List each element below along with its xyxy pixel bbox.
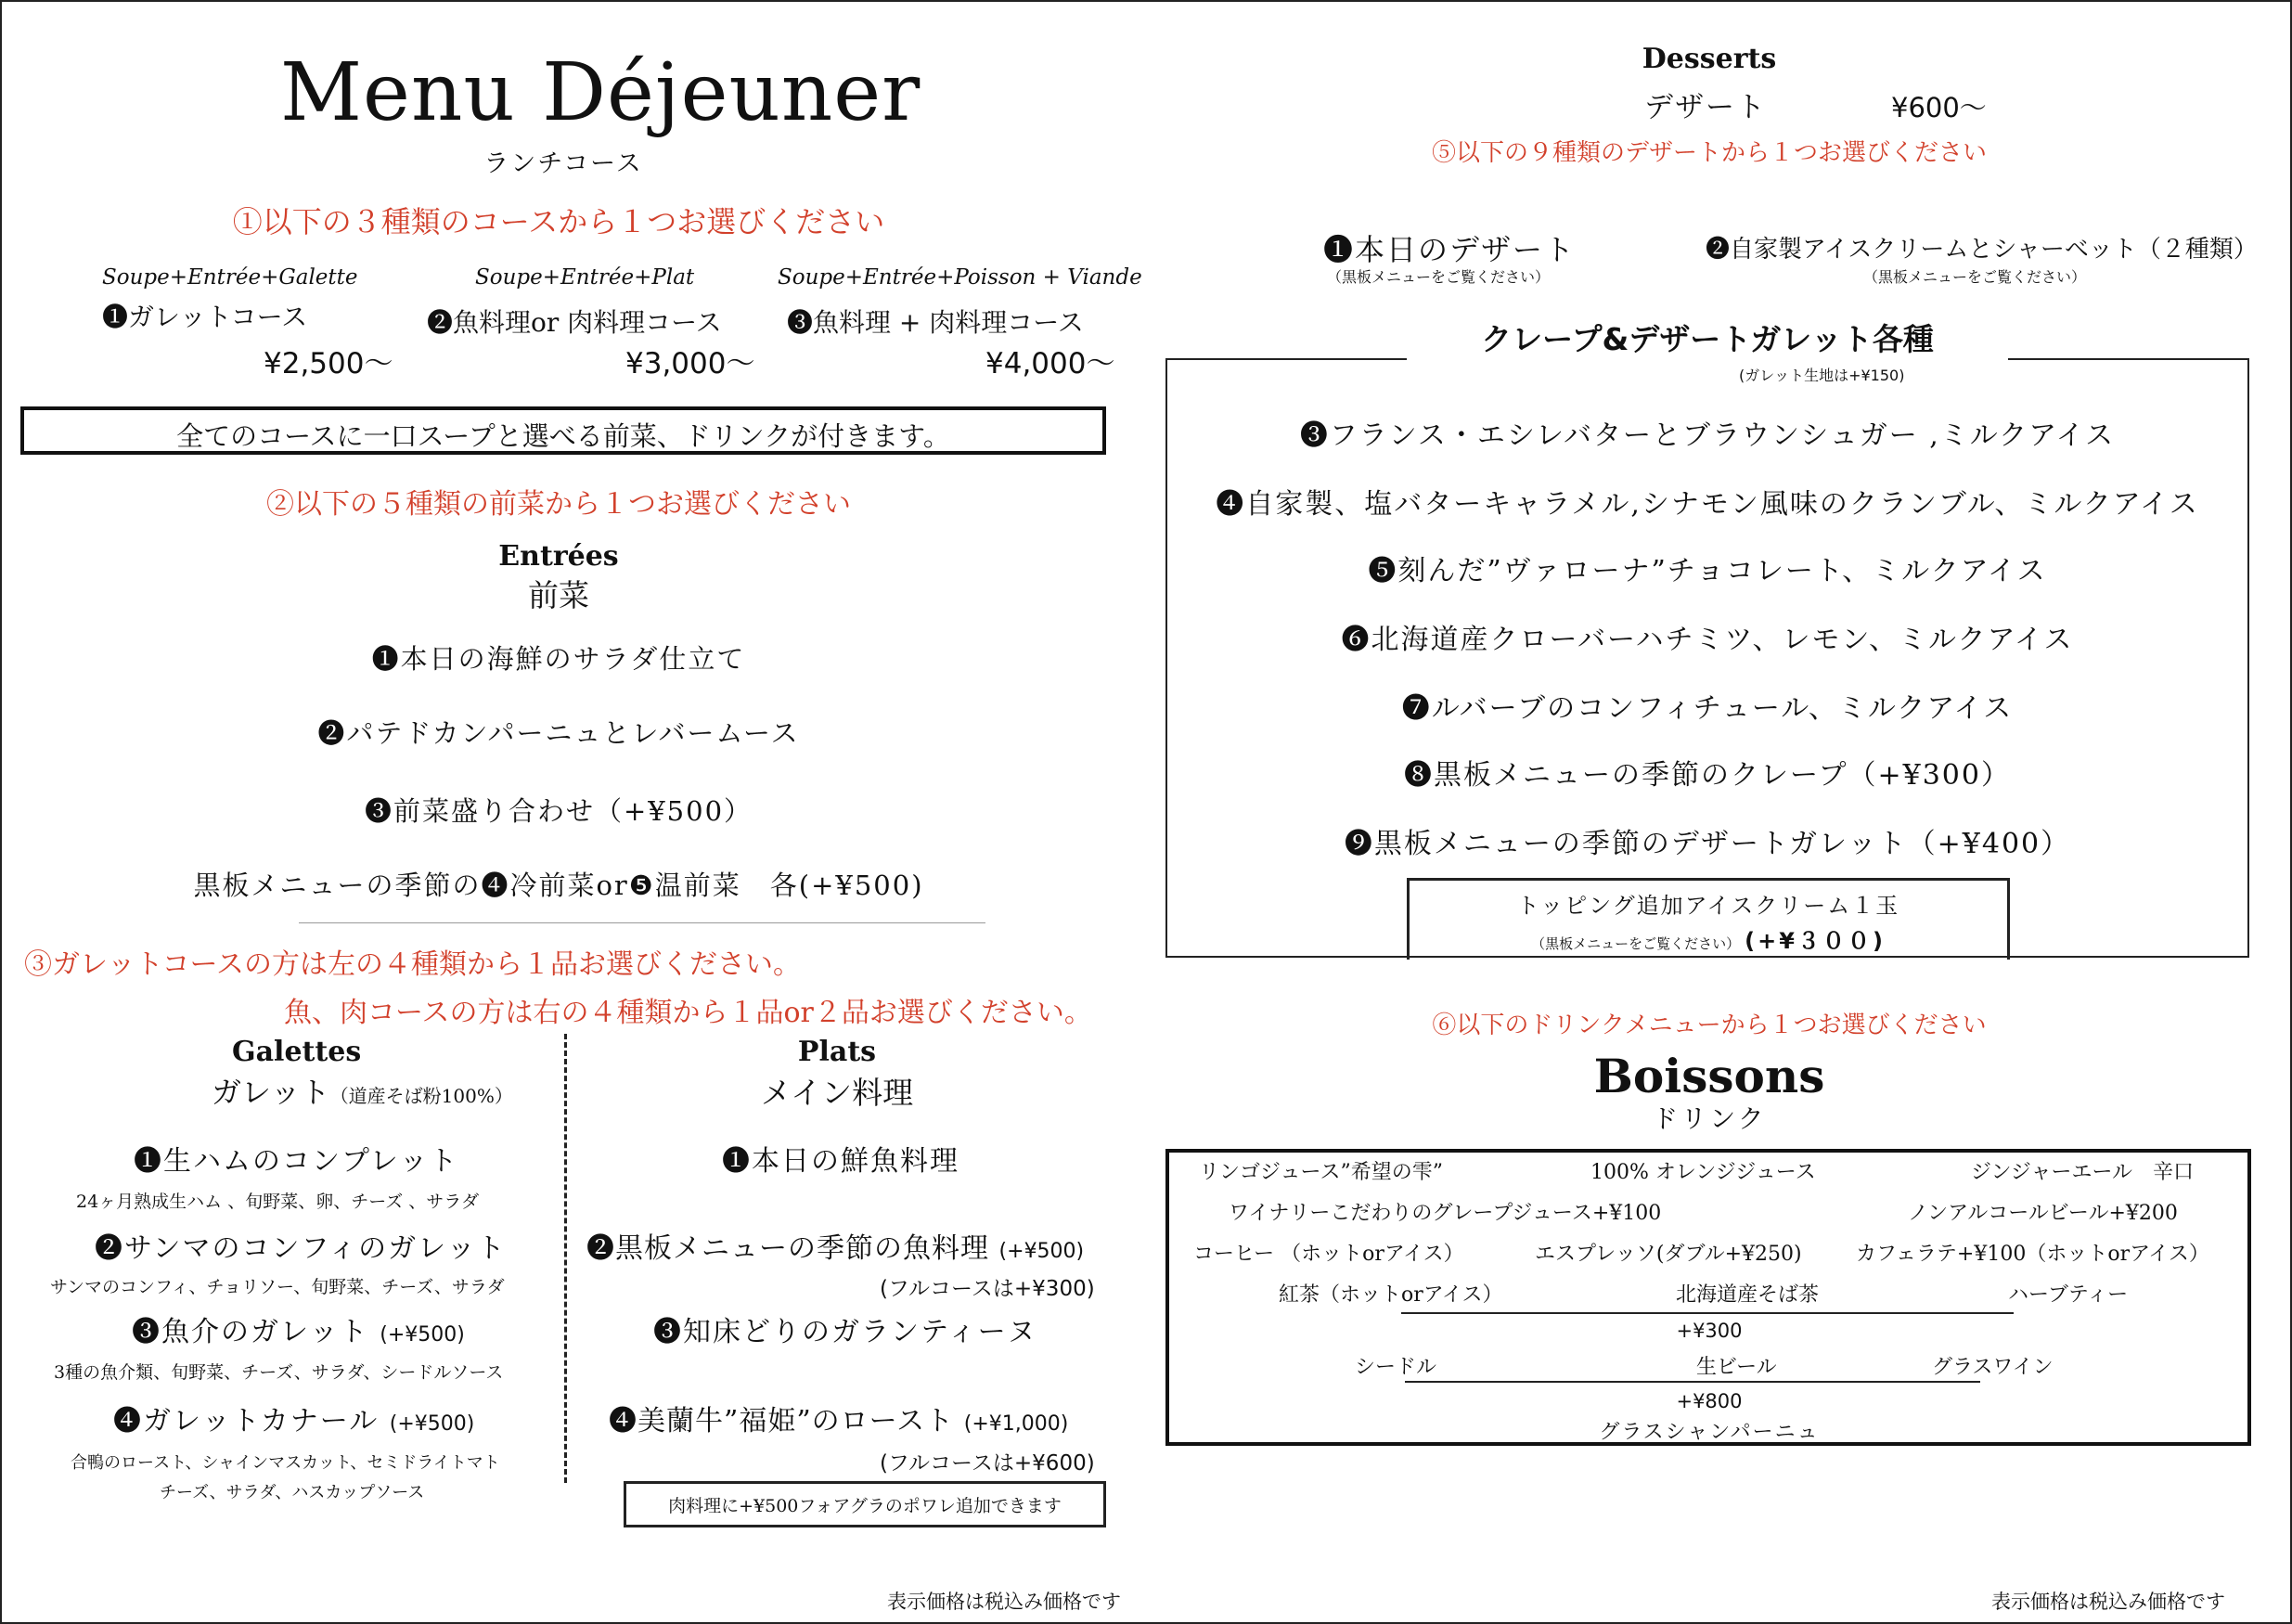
- crepe-item-8: ❽黒板メニューの季節のクレープ（+¥300）: [1404, 759, 2011, 792]
- galettes-title-ja: [212, 1069, 513, 1112]
- course1-name: ❶ガレットコース: [102, 302, 308, 332]
- desserts-title-en: Desserts: [1642, 43, 1777, 75]
- galette-desc-3: 3種の魚介類、旬野菜、チーズ、サラダ、シードルソース: [54, 1362, 504, 1383]
- plat-item-2-note: (フルコースは+¥300): [880, 1277, 1095, 1301]
- plat-item-1: ❶本日の鮮魚料理: [722, 1145, 959, 1178]
- drink-glass-champagne: グラスシャンパーニュ: [1599, 1421, 1820, 1444]
- course3-label: Soupe+Entrée+Poisson + Viande: [778, 265, 1142, 290]
- drinks-divider-1: [1401, 1312, 2014, 1314]
- drink-draft-beer: 生ビール: [1696, 1356, 1777, 1379]
- plats-title-ja: メイン料理: [760, 1075, 914, 1111]
- crepe-item-4: ❹自家製、塩バターキャラメル,シナモン風味のクランブル、ミルクアイス: [1216, 488, 2199, 521]
- galette-item-4-name: ❹ガレットカナール: [113, 1405, 380, 1437]
- crepe-note: (ガレット生地は+¥150): [1739, 367, 1905, 384]
- drink-coffee: コーヒー （ホットorアイス）: [1193, 1243, 1464, 1266]
- galette-desc-4b: チーズ、サラダ、ハスカップソース: [160, 1483, 425, 1502]
- desserts-price: ¥600〜: [1891, 92, 1987, 123]
- menu-subtitle: ランチコース: [483, 149, 643, 178]
- topping-line: [1407, 922, 2010, 955]
- plat-item-2-name: ❷黒板メニューの季節の魚料理: [586, 1232, 989, 1265]
- tax-note-left: 表示価格は税込み価格です: [887, 1591, 1121, 1613]
- dessert-item-1-note: （黒板メニューをご覧ください）: [1327, 268, 1551, 286]
- galette-item-3-extra: (+¥500): [380, 1323, 465, 1347]
- course2-name: ❷魚料理or 肉料理コース: [427, 307, 722, 338]
- drink-orange-juice: 100% オレンジジュース: [1590, 1161, 1816, 1184]
- course1-price: ¥2,500〜: [264, 347, 393, 380]
- menu-title: Menu Déjeuner: [280, 46, 921, 139]
- entree-item-3: ❸前菜盛り合わせ（+¥500）: [364, 795, 753, 827]
- all-courses-note: 全てのコースに一口スープと選べる前菜、ドリンクが付きます。: [176, 420, 950, 452]
- topping-title: トッピング追加アイスクリーム１玉: [1516, 893, 1900, 919]
- drink-cidre: シードル: [1355, 1356, 1437, 1379]
- crepe-title: クレープ&デザートガレット各種: [1481, 321, 1934, 357]
- topping-price: (+¥３００): [1745, 928, 1886, 954]
- galette-item-4-extra: (+¥500): [389, 1412, 475, 1436]
- step2-instruction: ②以下の５種類の前菜から１つお選びください: [266, 488, 851, 521]
- drinks-price-300: +¥300: [1676, 1320, 1743, 1342]
- drink-cafe-latte: カフェラテ+¥100（ホットorアイス）: [1856, 1243, 2209, 1266]
- course1-label: Soupe+Entrée+Galette: [102, 265, 358, 290]
- plat-item-4-name: ❹美蘭牛”福姫”のロースト: [609, 1405, 955, 1437]
- drink-tea: 紅茶（ホットorアイス）: [1279, 1283, 1503, 1307]
- drink-ginger-ale: ジンジャーエール 辛口: [1971, 1161, 2195, 1184]
- drink-non-alcohol-beer: ノンアルコールビール+¥200: [1908, 1202, 2178, 1225]
- entrees-title-en: Entrées: [498, 540, 619, 573]
- galette-item-1: ❶生ハムのコンプレット: [134, 1145, 459, 1178]
- drink-glass-wine: グラスワイン: [1932, 1356, 2054, 1379]
- plat-item-3: ❸知床どりのガランティーヌ: [653, 1316, 1037, 1348]
- crepe-item-5: ❺刻んだ”ヴァローナ”チョコレート、ミルクアイス: [1368, 555, 2047, 587]
- drink-herb-tea: ハーブティー: [2008, 1283, 2129, 1307]
- galettes-title-note: （道産そば粉100%）: [329, 1085, 513, 1107]
- galette-desc-1: 24ヶ月熟成生ハム 、旬野菜、卵、チーズ 、サラダ: [76, 1192, 480, 1212]
- desserts-title-ja: デザート: [1644, 91, 1767, 124]
- course2-label: Soupe+Entrée+Plat: [475, 265, 695, 290]
- topping-note: （黒板メニューをご覧ください）: [1531, 935, 1741, 952]
- galette-desc-2: サンマのコンフィ、チョリソー、旬野菜、チーズ、サラダ: [50, 1277, 505, 1297]
- dessert-item-2-note: （黒板メニューをご覧ください）: [1863, 268, 2087, 286]
- galette-item-2: ❷サンマのコンフィのガレット: [95, 1232, 507, 1265]
- boissons-title-ja: ドリンク: [1652, 1103, 1767, 1134]
- step5-instruction: ⑤以下の９種類のデザートから１つお選びください: [1431, 139, 1987, 167]
- galette-item-3: [132, 1308, 465, 1349]
- galette-desc-4: 合鴨のロースト、シャインマスカット、セミドライトマト: [71, 1453, 500, 1473]
- tax-note-right: 表示価格は税込み価格です: [1991, 1591, 2225, 1613]
- entree-item-4: 黒板メニューの季節の❹冷前菜or❺温前菜 各(+¥500): [193, 870, 924, 901]
- crepe-item-9: ❾黒板メニューの季節のデザートガレット（+¥400）: [1344, 828, 2071, 860]
- crepe-item-6: ❻北海道産クローバーハチミツ、レモン、ミルクアイス: [1341, 624, 2074, 656]
- drink-soba-tea: 北海道産そば茶: [1676, 1283, 1820, 1307]
- foie-gras-note: 肉料理に+¥500フォアグラのポワレ追加できます: [668, 1496, 1062, 1516]
- dessert-item-2: ❷自家製アイスクリームとシャーベット（２種類）: [1706, 236, 2258, 264]
- galette-item-4: [113, 1398, 474, 1438]
- entree-item-1: ❶本日の海鮮のサラダ仕立て: [371, 643, 746, 675]
- plat-item-4-extra: (+¥1,000): [963, 1412, 1069, 1436]
- entree-item-2: ❷パテドカンパーニュとレバームース: [317, 717, 800, 749]
- dessert-item-1: ❶本日のデザート: [1323, 232, 1577, 267]
- plat-item-2-extra: (+¥500): [998, 1240, 1085, 1263]
- course3-price: ¥4,000〜: [985, 347, 1115, 380]
- drinks-divider-2: [1405, 1381, 1980, 1383]
- plat-item-2: [586, 1225, 1084, 1266]
- plat-item-4-note: (フルコースは+¥600): [880, 1451, 1095, 1476]
- step3-instruction-1: ③ガレットコースの方は左の４種類から１品お選びください。: [24, 948, 801, 981]
- column-divider-dashed: [564, 1034, 567, 1483]
- galettes-title-en: Galettes: [232, 1036, 362, 1068]
- course3-name: ❸魚料理 + 肉料理コース: [787, 307, 1084, 338]
- plats-title-en: Plats: [797, 1036, 877, 1068]
- galette-item-3-name: ❸魚介のガレット: [132, 1316, 369, 1348]
- step1-instruction: ①以下の３種類のコースから１つお選びください: [232, 204, 885, 239]
- section-divider: [299, 922, 985, 923]
- crepe-item-7: ❼ルバーブのコンフィチュール、ミルクアイス: [1401, 692, 2014, 725]
- entrees-title-ja: 前菜: [528, 577, 589, 613]
- step6-instruction: ⑥以下のドリンクメニューから１つお選びください: [1432, 1012, 1987, 1039]
- boissons-title-en: Boissons: [1593, 1049, 1825, 1103]
- drink-apple-juice: リンゴジュース”希望の雫”: [1199, 1161, 1443, 1184]
- galettes-title-ja-text: ガレット: [212, 1075, 330, 1110]
- drinks-price-800: +¥800: [1676, 1390, 1743, 1412]
- course2-price: ¥3,000〜: [625, 347, 755, 380]
- drink-grape-juice: ワイナリーこだわりのグレープジュース+¥100: [1229, 1202, 1662, 1225]
- drink-espresso: エスプレッソ(ダブル+¥250): [1535, 1243, 1802, 1266]
- step3-instruction-2: 魚、肉コースの方は右の４種類から１品or２品お選びください。: [284, 997, 1092, 1029]
- crepe-item-3: ❸フランス・エシレバターとブラウンシュガー ,ミルクアイス: [1299, 419, 2116, 452]
- plat-item-4: [609, 1398, 1068, 1438]
